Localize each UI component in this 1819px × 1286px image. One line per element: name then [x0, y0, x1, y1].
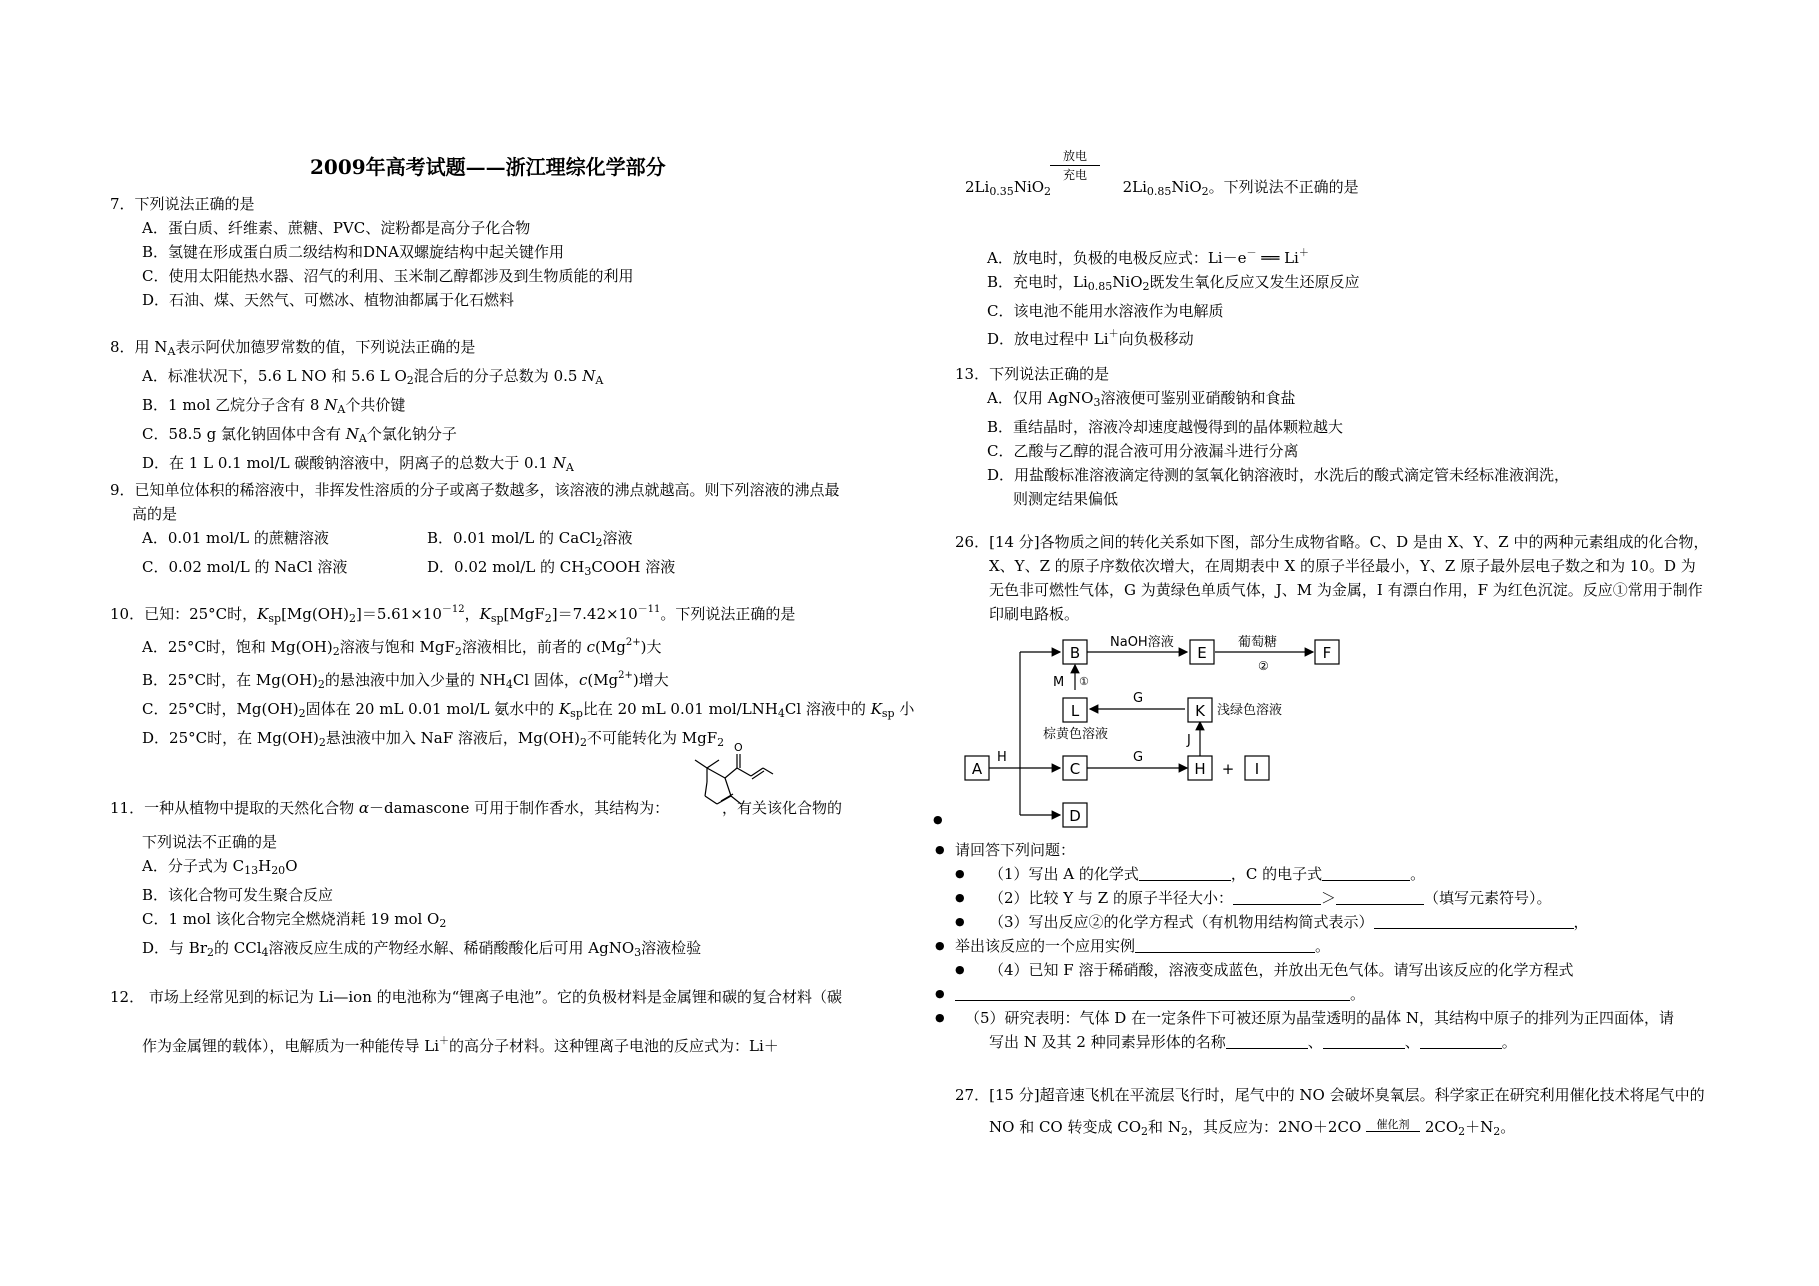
question-9-option-d: D．0.02 mol/L 的 CH3COOH 溶液 — [427, 558, 676, 578]
bullet: ● — [935, 987, 945, 1000]
question-26-part-4-answer: ● 。 — [955, 982, 1365, 1006]
catalyst-arrow-line — [1366, 1131, 1420, 1134]
catalyst-arrow — [1366, 1119, 1420, 1134]
question-12-options — [955, 242, 1360, 351]
question-26-stem — [955, 530, 1708, 626]
question-8 — [110, 335, 603, 480]
label-reaction-2: ② — [1258, 659, 1269, 673]
question-13-option-a: A．仅用 AgNO$_3$溶液便可鉴别亚硝酸钠和食盐 — [987, 389, 1296, 409]
question-12-option-d: D．放电过程中 Li＋向负极移动 — [987, 329, 1194, 348]
answer-blank-c-electron[interactable] — [1322, 866, 1410, 881]
answer-blank-allotrope-1[interactable] — [1323, 1034, 1405, 1049]
answer-blank-application[interactable] — [1135, 938, 1315, 953]
label-k-color: 浅绿色溶液 — [1217, 703, 1283, 718]
question-26-part-3: ● （3）写出反应②的化学方程式（有机物用结构简式表示） ， — [955, 910, 1589, 934]
question-9-option-a: A．0.01 mol/L 的蔗糖溶液 — [142, 529, 329, 547]
question-12-option-b: B．充电时，$Li_{0.85}NiO_2$既发生氧化反应又发生还原反应 — [987, 273, 1360, 293]
question-12-option-a: A．放电时，负极的电极反应式：Li－e－ ══ Li＋ — [987, 248, 1309, 267]
question-27-stem-line2: NO 和 CO 转变成 $CO_2$和 $N_2$，其反应为：2NO＋2CO 催化剂 $2CO_2+N_2$。 — [989, 1118, 1516, 1138]
label-g-upper: G — [1133, 691, 1144, 706]
question-11-stem-tail: ，有关该化合物的 — [722, 799, 843, 817]
answer-blank-z-radius[interactable] — [1336, 890, 1424, 905]
question-7-option-a: A．蛋白质、纤维素、蔗糖、PVC、淀粉都是高分子化合物 — [142, 219, 531, 237]
question-9-stem-line2: 高的是 — [132, 505, 178, 523]
question-26-ask — [935, 838, 1076, 862]
node-i: I — [1254, 760, 1260, 778]
arrow-bottom-label: 充电 — [1062, 168, 1087, 182]
bullet: ● — [955, 867, 965, 880]
question-11-options — [110, 854, 701, 965]
question-26-part-5: ● （5）研究表明：气体 D 在一定条件下可被还原为晶莹透明的晶体 N，其结构中原子的排列为正四面体，请 — [955, 1006, 1674, 1030]
question-11-option-d: D．与 $Br_2$的 CCl$_4$溶液反应生成的产物经水解、稀硝酸酸化后可用 AgNO$_3$溶液检验 — [142, 939, 702, 959]
answer-blank-reaction-2[interactable] — [1374, 914, 1574, 929]
question-26-stem-line3: 无色非可燃性气体，G 为黄绿色单质气体，J、M 为金属，I 有漂白作用，F 为红色沉淀。反应①常用于制作 — [989, 581, 1703, 599]
question-8-option-d: D．在 1 L 0.1 mol/L 碳酸钠溶液中，阴离子的总数大于 0.1 $N_A$ — [142, 454, 574, 474]
question-13-stem: 13．下列说法正确的是 — [955, 365, 1110, 383]
question-9-option-c: C．0.02 mol/L 的 NaCl 溶液 — [142, 558, 348, 576]
question-8-stem: 8．用 $N_A$表示阿伏加德罗常数的值，下列说法正确的是 — [110, 338, 476, 358]
question-9 — [110, 478, 840, 584]
question-10 — [110, 598, 914, 755]
arrow-top-label: 放电 — [1062, 149, 1087, 163]
question-8-option-c: C．58.5 g 氯化钠固体中含有 $N_A$个氯化钠分子 — [142, 425, 457, 445]
answer-blank-f-equation[interactable] — [955, 986, 1350, 1001]
conversion-diagram — [955, 630, 1415, 840]
node-b: B — [1069, 644, 1081, 662]
bullet: ● — [955, 963, 965, 976]
question-12-option-c: C．该电池不能用水溶液作为电解质 — [987, 302, 1224, 320]
question-10-stem: 10．已知：25°C时，$K_{sp}[Mg(OH)_2]=5.61\times 10^{-12}$，$K_{sp}[MgF_2]=7.42\times 10^{-11}$。下列说法正确的是 — [110, 604, 796, 625]
question-26-part-5-line2: 写出 N 及其 2 种同素异形体的名称 、 、 。 — [989, 1033, 1517, 1051]
equation-arrow-line — [1050, 165, 1100, 166]
label-reaction-1: ① — [1079, 675, 1089, 688]
question-9-option-b: B．0.01 mol/L 的 CaCl2溶液 — [427, 529, 633, 549]
node-d: D — [1069, 807, 1081, 825]
node-c: C — [1069, 760, 1081, 778]
label-naoh: NaOH溶液 — [1110, 635, 1174, 650]
label-l-color: 棕黄色溶液 — [1043, 727, 1109, 742]
bullet: ● — [935, 1011, 945, 1024]
question-27-stem-line1: 27．[15 分]超音速飞机在平流层飞行时，尾气中的 NO 会破坏臭氧层。科学家正在研究利用催化技术将尾气中的 — [955, 1086, 1705, 1104]
question-26-part-2: ● （2）比较 Y 与 Z 的原子半径大小： ＞ （填写元素符号）。 — [955, 886, 1551, 910]
question-13-option-c: C．乙酸与乙醇的混合液可用分液漏斗进行分离 — [987, 442, 1299, 460]
answer-blank-y-radius[interactable] — [1233, 890, 1321, 905]
question-7-stem: 7．下列说法正确的是 — [110, 195, 255, 213]
question-7-option-b: B．氢键在形成蛋白质二级结构和DNA双螺旋结构中起关键作用 — [142, 243, 565, 261]
question-26-stem-line2: X、Y、Z 的原子序数依次增大，在周期表中 X 的原子半径最小，Y、Z 原子最外层电子数之和为 10。D 为 — [989, 557, 1696, 575]
question-7-option-c: C．使用太阳能热水器、沼气的利用、玉米制乙醇都涉及到生物质能的利用 — [142, 267, 634, 285]
answer-blank-allotrope-2[interactable] — [1420, 1034, 1502, 1049]
label-m: M — [1053, 675, 1065, 690]
question-12-equation: $2Li_{0.35}NiO_2$ $2Li_{0.85}NiO_2$。下列说法不正确的是 — [965, 178, 1359, 198]
equation-arrow — [1050, 148, 1100, 183]
question-7-option-d: D．石油、煤、天然气、可燃冰、植物油都属于化石燃料 — [142, 291, 515, 309]
question-26-stem-line1: 26．[14 分]各物质之间的转化关系如下图，部分生成物省略。C、D 是由 X、Y、Z 中的两种元素组成的化合物， — [955, 533, 1709, 551]
question-13 — [955, 362, 1569, 511]
question-11-stem-line2: 下列说法不正确的是 — [142, 833, 278, 851]
node-f: F — [1322, 644, 1332, 662]
bullet: ● — [955, 915, 965, 928]
label-glucose: 葡萄糖 — [1238, 635, 1278, 650]
bullet: ● — [935, 939, 945, 952]
question-11-stem: 11．一种从植物中提取的天然化合物 α－damascone 可用于制作香水，其结构为： — [110, 799, 670, 817]
question-10-option-a: A．25°C时，饱和 $Mg(OH)_2$溶液与饱和 MgF$_2$溶液相比，前者的 $c(Mg^{2+})$大 — [142, 637, 662, 658]
question-10-option-c: C．25°C时，$Mg(OH)_2$固体在 20 mL 0.01 mol/L 氨水中的 $K_{sp}$比在 20 mL 0.01 mol/$LNH_4Cl$ 溶液中的 $K_{sp}$ 小 — [142, 700, 915, 720]
node-e: E — [1197, 644, 1207, 662]
bullet: ● — [955, 891, 965, 904]
question-13-option-b: B．重结晶时，溶液冷却速度越慢得到的晶体颗粒越大 — [987, 418, 1344, 436]
question-26-part-4: ● （4）已知 F 溶于稀硝酸，溶液变成蓝色，并放出无色气体。请写出该反应的化学方程式 — [955, 958, 1574, 982]
node-k: K — [1195, 702, 1205, 720]
label-h: H — [997, 750, 1007, 765]
catalyst-label: 催化剂 — [1376, 1118, 1410, 1131]
answer-blank-n-name[interactable] — [1226, 1034, 1308, 1049]
label-g-lower: G — [1133, 750, 1144, 765]
question-7 — [110, 192, 633, 312]
question-10-option-d: D．25°C时，在 $Mg(OH)_2$悬浊液中加入 NaF 溶液后，$Mg(OH)_2$不可能转化为 MgF$_2$ — [142, 729, 725, 749]
label-j: J — [1187, 733, 1191, 748]
question-26-stem-line4: 印刷电路板。 — [989, 605, 1080, 623]
question-9-options-row2 — [110, 555, 840, 584]
question-13-option-d-line1: D．用盐酸标准溶液滴定待测的氢氧化钠溶液时，水洗后的酸式滴定管未经标准液润洗， — [987, 466, 1570, 484]
bullet: ● — [935, 843, 945, 856]
question-12-stem-line1: 12． 市场上经常见到的标记为 Li—ion 的电池称为“锂离子电池”。它的负极材料是金属锂和碳的复合材料（碳 — [110, 988, 842, 1006]
question-26-ask-text: 请回答下列问题： — [955, 841, 1076, 859]
question-26-part-1: ● （1）写出 A 的化学式 ，C 的电子式 。 — [955, 862, 1425, 886]
plus-sign: + — [1221, 760, 1235, 778]
node-l: L — [1070, 702, 1080, 720]
question-9-options-row1 — [110, 526, 840, 555]
question-11-option-b: B．该化合物可发生聚合反应 — [142, 886, 334, 904]
question-13-option-d-line2: 则测定结果偏低 — [1013, 490, 1119, 508]
answer-blank-a-formula[interactable] — [1139, 866, 1231, 881]
node-a: A — [971, 760, 983, 778]
carbonyl-oxygen-label: O — [734, 741, 743, 754]
question-10-option-b: B．25°C时，在 $Mg(OH)_2$的悬浊液中加入少量的 $NH_4Cl$ 固体，$c(Mg^{2+})$增大 — [142, 670, 669, 691]
question-26-part-3-application: ● 举出该反应的一个应用实例 。 — [955, 934, 1330, 958]
node-h: H — [1194, 760, 1206, 778]
question-8-option-a: A．标准状况下，5.6 L NO 和 5.6 L $O_2$混合后的分子总数为 0.5 $N_A$ — [142, 367, 604, 387]
question-9-stem-line1: 9．已知单位体积的稀溶液中，非挥发性溶质的分子或离子数越多，该溶液的沸点就越高。则下列溶液的沸点最 — [110, 481, 840, 499]
question-12-stem-line2: 作为金属锂的载体），电解质为一种能传导 Li＋的高分子材料。这种锂离子电池的反应式为：Li＋ — [142, 1036, 779, 1055]
question-11-option-a: A．分子式为 $C_{13}H_{20}O$ — [142, 857, 298, 877]
question-8-option-b: B．1 mol 乙烷分子含有 8 $N_A$个共价键 — [142, 396, 406, 416]
question-11-option-c: C．1 mol 该化合物完全燃烧消耗 19 mol $O_2$ — [142, 910, 447, 930]
page-title: 2009年高考试题——浙江理综化学部分 — [310, 155, 666, 179]
bullet: ● — [933, 813, 943, 826]
